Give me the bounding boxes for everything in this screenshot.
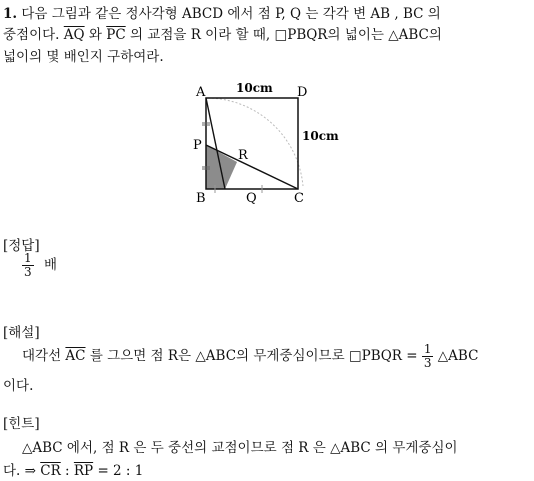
problem-line-3: 넓이의 몇 배인지 구하여라. xyxy=(3,49,164,65)
label-d: D xyxy=(297,85,308,100)
problem-text-line-1: 다음 그림과 같은 정사각형 ABCD 에서 점 P, Q 는 각각 변 AB , BC 의 xyxy=(21,6,441,22)
hint-text-a: 다. ⇒ xyxy=(3,463,36,479)
square-figure xyxy=(180,78,350,208)
hint-colon: : xyxy=(65,463,70,479)
problem-text-line-2a: 중점이다. xyxy=(3,27,60,43)
segment-aq: $\overline{AQ}$ xyxy=(63,27,85,43)
label-r: R xyxy=(238,148,248,163)
label-a: A xyxy=(196,85,206,100)
answer-unit: 배 xyxy=(43,257,57,273)
answer-numerator: 1 xyxy=(24,251,32,265)
label-q: Q xyxy=(246,191,257,206)
answer-value xyxy=(22,252,57,279)
shaded-pbqr xyxy=(206,145,237,189)
segment-cr: $\overline{CR}$ xyxy=(40,463,61,479)
answer-denominator: 3 xyxy=(24,265,32,279)
right-length: 10cm xyxy=(302,129,339,143)
hint-line-2 xyxy=(3,459,143,479)
problem-text-line-2c: 의 교점을 R 이라 할 때, □PBQR의 넓이는 △ABC의 xyxy=(129,27,442,43)
label-c: C xyxy=(294,191,304,206)
explanation-header: [해설] xyxy=(3,325,40,341)
label-p: P xyxy=(193,138,202,153)
answer-header: [정답] xyxy=(3,238,40,254)
explanation-text-c: △ABC xyxy=(437,348,479,364)
explanation-text-a: 대각선 xyxy=(22,348,62,364)
segment-rp: $\overline{RP}$ xyxy=(73,463,94,479)
hint-line-1: △ABC 에서, 점 R 은 두 중선의 교점이므로 점 R 은 △ABC 의 무게중심이 xyxy=(22,440,458,456)
problem-line-2 xyxy=(3,23,442,43)
segment-pc: $\overline{PC}$ xyxy=(106,27,126,43)
hint-header: [힌트] xyxy=(3,416,40,432)
top-length: 10cm xyxy=(236,81,273,95)
label-b: B xyxy=(196,191,206,206)
problem-text-line-2b: 와 xyxy=(88,27,102,43)
explanation-denominator: 3 xyxy=(423,356,432,370)
explanation-text-b: 를 그으면 점 R은 △ABC의 무게중심이므로 □PBQR = xyxy=(89,348,418,364)
segment-ac: $\overline{AC}$ xyxy=(65,348,86,364)
explanation-line-2: 이다. xyxy=(3,378,34,394)
explanation-fraction xyxy=(422,343,434,370)
problem-number: 1. xyxy=(3,6,18,22)
problem-line-1 xyxy=(3,2,441,22)
explanation-numerator: 1 xyxy=(423,342,432,356)
hint-ratio: = 2 : 1 xyxy=(97,463,144,479)
answer-fraction xyxy=(22,252,34,279)
explanation-line-1 xyxy=(22,343,478,370)
